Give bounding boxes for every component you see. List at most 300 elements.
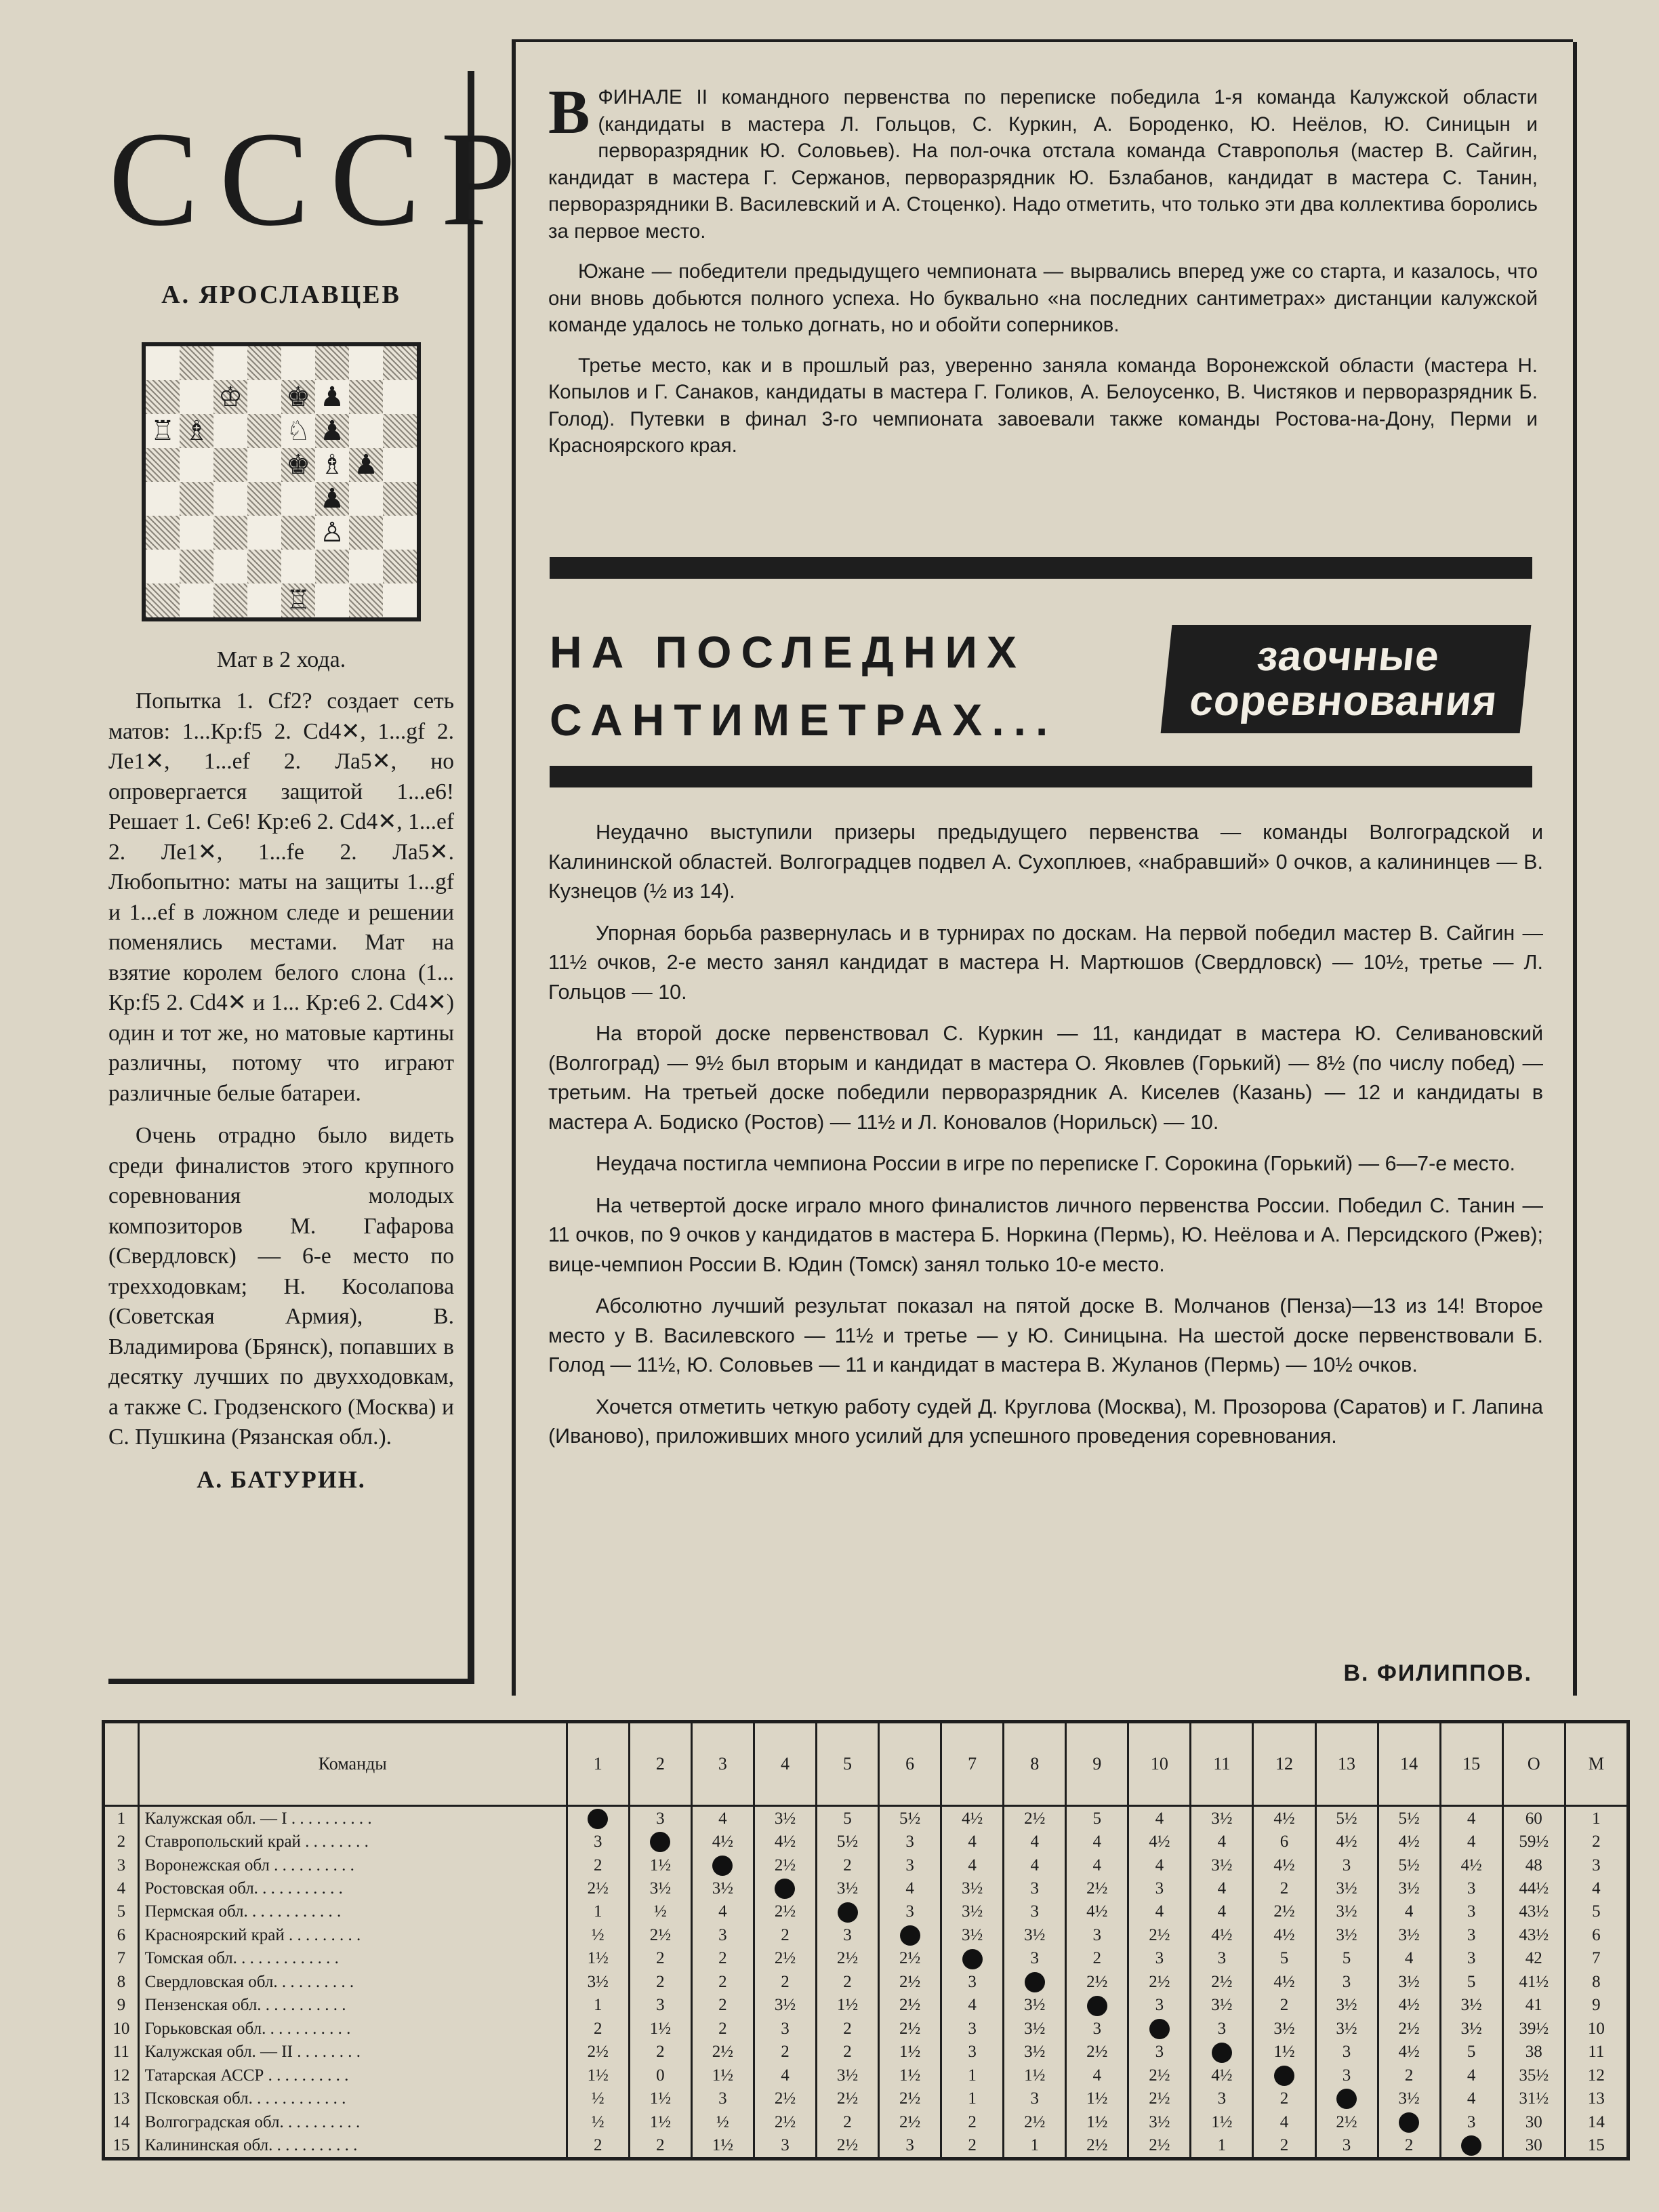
- score-cell: 4½: [1378, 1994, 1440, 2017]
- score-cell: 1: [567, 1994, 629, 2017]
- board-square: ♚: [281, 380, 315, 414]
- row-number: 6: [117, 1925, 126, 1944]
- score-cell: 2: [567, 2134, 629, 2158]
- board-square: [383, 583, 417, 617]
- score-cell: 1½: [567, 1947, 629, 1970]
- score-cell: 4: [1191, 1877, 1253, 1900]
- score-cell: 4½: [691, 1830, 754, 1853]
- score-cell: 43½: [1502, 1923, 1565, 1946]
- header-col: 1: [567, 1723, 629, 1806]
- intro-paragraph: Южане — победители предыдущего чемпионата — вырвались вперед уже со старта, и казалось, что они вновь добьются полного успеха. Но буквально «на последних сантиметрах» дистанции калужской команде удалось не только догнать, но и обойти соперников.: [548, 260, 1538, 336]
- score-cell: 3: [879, 2134, 941, 2158]
- score-cell: 3½: [1191, 1994, 1253, 2017]
- diagonal-cell: [941, 1947, 1004, 1970]
- header-col: М: [1565, 1723, 1626, 1806]
- rubric-line: соревнования: [1187, 678, 1500, 724]
- score-cell: 2: [629, 2041, 691, 2064]
- diagonal-cell: [1315, 2087, 1378, 2110]
- team-name: Воронежская обл . . . . . . . . . .: [138, 1853, 567, 1877]
- score-cell: 2: [691, 1947, 754, 1970]
- score-cell: 2½: [1004, 1806, 1066, 1830]
- score-cell: 2½: [1066, 1877, 1128, 1900]
- diagonal-dot-icon: [900, 1925, 920, 1946]
- board-square: [213, 583, 247, 617]
- board-square: [247, 550, 281, 583]
- score-cell: 2½: [1128, 2064, 1191, 2087]
- score-cell: 6: [1253, 1830, 1315, 1853]
- score-cell: 15: [1565, 2134, 1626, 2158]
- team-name: Пензенская обл. . . . . . . . . . .: [138, 1994, 567, 2017]
- row-number: 3: [117, 1856, 126, 1875]
- diagonal-cell: [691, 1853, 754, 1877]
- score-cell: 3: [754, 2017, 816, 2040]
- board-square: ♟: [315, 482, 349, 516]
- score-cell: 14: [1565, 2110, 1626, 2133]
- team-name: Волгоградская обл. . . . . . . . . .: [138, 2110, 567, 2133]
- score-cell: 3½: [629, 1877, 691, 1900]
- score-cell: 1½: [691, 2134, 754, 2158]
- score-cell: 4: [1066, 1830, 1128, 1853]
- board-square: [281, 482, 315, 516]
- score-cell: 3: [879, 1830, 941, 1853]
- frame-border: [1573, 42, 1577, 1696]
- score-cell: 2: [754, 1923, 816, 1946]
- row-number: 2: [117, 1832, 126, 1851]
- board-square: [180, 448, 213, 482]
- chess-problem-column: [108, 71, 537, 1684]
- score-cell: 1: [1004, 2134, 1066, 2158]
- score-cell: 2½: [1128, 2087, 1191, 2110]
- score-cell: 1½: [629, 2087, 691, 2110]
- table-row: [105, 1830, 1626, 1853]
- score-cell: 5½: [1378, 1806, 1440, 1830]
- board-square: [146, 346, 180, 380]
- score-cell: 4: [1191, 1830, 1253, 1853]
- score-cell: 3½: [1378, 1877, 1440, 1900]
- score-cell: 5½: [817, 1830, 879, 1853]
- score-cell: 4: [941, 1830, 1004, 1853]
- score-cell: 4½: [1191, 2064, 1253, 2087]
- score-cell: 2: [567, 1853, 629, 1877]
- score-cell: 4: [1253, 2110, 1315, 2133]
- diagonal-dot-icon: [1149, 2019, 1170, 2039]
- score-cell: 3: [1315, 1853, 1378, 1877]
- score-cell: 3: [629, 1806, 691, 1830]
- score-cell: 1: [1565, 1806, 1626, 1830]
- score-cell: 0: [629, 2064, 691, 2087]
- score-cell: 4½: [1253, 1970, 1315, 1993]
- score-cell: 3½: [817, 2064, 879, 2087]
- diagonal-cell: [1378, 2110, 1440, 2133]
- score-cell: 1½: [629, 2017, 691, 2040]
- score-cell: 3: [1315, 2064, 1378, 2087]
- board-square: ♗: [180, 414, 213, 448]
- table-row: [105, 2041, 1626, 2064]
- row-number: 8: [117, 1972, 126, 1991]
- board-square: ♟: [315, 414, 349, 448]
- results-table: [105, 1723, 1626, 2157]
- score-cell: 3: [1128, 2041, 1191, 2064]
- table-row: [105, 2087, 1626, 2110]
- score-cell: 41½: [1502, 1970, 1565, 1993]
- row-number: 4: [117, 1879, 126, 1898]
- score-cell: 9: [1565, 1994, 1626, 2017]
- problem-author: А. ЯРОСЛАВЦЕВ: [161, 281, 401, 309]
- diagonal-dot-icon: [1336, 2089, 1357, 2109]
- score-cell: 2: [1378, 2134, 1440, 2158]
- score-cell: 3½: [1191, 1853, 1253, 1877]
- score-cell: 44½: [1502, 1877, 1565, 1900]
- diagonal-cell: [817, 1900, 879, 1923]
- header-col: 4: [754, 1723, 816, 1806]
- score-cell: 2: [691, 1970, 754, 1993]
- intro-text: [548, 77, 1538, 473]
- board-square: [180, 482, 213, 516]
- score-cell: 2: [691, 1994, 754, 2017]
- diagonal-cell: [1440, 2134, 1502, 2158]
- score-cell: 4½: [1066, 1900, 1128, 1923]
- score-cell: 2: [754, 1970, 816, 1993]
- score-cell: 3½: [1128, 2110, 1191, 2133]
- board-square: [349, 380, 383, 414]
- score-cell: 3: [1440, 1923, 1502, 1946]
- diagonal-cell: [629, 1830, 691, 1853]
- row-number: 12: [112, 2066, 130, 2085]
- score-cell: 3: [1191, 2017, 1253, 2040]
- score-cell: 4: [1440, 2064, 1502, 2087]
- article-paragraph: Неудача постигла чемпиона России в игре по переписке Г. Сорокина (Горький) — 6—7-е место.: [596, 1152, 1515, 1175]
- board-square: [180, 346, 213, 380]
- table-row: [105, 2110, 1626, 2133]
- drop-cap: В: [548, 77, 590, 146]
- score-cell: 3½: [1315, 1994, 1378, 2017]
- score-cell: 4: [1004, 1830, 1066, 1853]
- score-cell: 2: [1066, 1947, 1128, 1970]
- diagonal-dot-icon: [1274, 2066, 1294, 2086]
- score-cell: 1½: [879, 2041, 941, 2064]
- score-cell: ½: [629, 1900, 691, 1923]
- score-cell: 2: [691, 2017, 754, 2040]
- header-col: 9: [1066, 1723, 1128, 1806]
- score-cell: 1½: [1253, 2041, 1315, 2064]
- team-name: Томская обл. . . . . . . . . . . . .: [138, 1947, 567, 1970]
- header-col: 8: [1004, 1723, 1066, 1806]
- score-cell: 1½: [817, 1994, 879, 2017]
- board-square: [383, 346, 417, 380]
- team-name: Калужская обл. — I . . . . . . . . . .: [138, 1806, 567, 1830]
- score-cell: 3½: [1378, 2087, 1440, 2110]
- score-cell: 2½: [1191, 1970, 1253, 1993]
- score-cell: 3: [754, 2134, 816, 2158]
- board-square: [213, 482, 247, 516]
- score-cell: 4½: [1253, 1806, 1315, 1830]
- header-col: 11: [1191, 1723, 1253, 1806]
- diagonal-dot-icon: [962, 1949, 983, 1969]
- headline-line: САНТИМЕТРАХ...: [550, 695, 1058, 745]
- score-cell: 3: [1191, 1947, 1253, 1970]
- score-cell: 4: [1066, 2064, 1128, 2087]
- score-cell: 3½: [1004, 1994, 1066, 2017]
- score-cell: 2½: [1004, 2110, 1066, 2133]
- score-cell: 2½: [879, 2087, 941, 2110]
- board-square: [349, 516, 383, 550]
- score-cell: 59½: [1502, 1830, 1565, 1853]
- score-cell: 4: [1378, 1947, 1440, 1970]
- header-col: 12: [1253, 1723, 1315, 1806]
- score-cell: 1: [567, 1900, 629, 1923]
- table-row: [105, 1994, 1626, 2017]
- diagonal-cell: [879, 1923, 941, 1946]
- score-cell: 5: [1565, 1900, 1626, 1923]
- score-cell: 4½: [754, 1830, 816, 1853]
- header-col: 2: [629, 1723, 691, 1806]
- score-cell: 2½: [1066, 1970, 1128, 1993]
- board-square: [180, 516, 213, 550]
- score-cell: 2: [941, 2110, 1004, 2133]
- board-square: [146, 550, 180, 583]
- table-row: [105, 2017, 1626, 2040]
- diagonal-dot-icon: [1212, 2043, 1232, 2063]
- score-cell: 2: [817, 1970, 879, 1993]
- team-name: Красноярский край . . . . . . . . .: [138, 1923, 567, 1946]
- score-cell: 3: [1191, 2087, 1253, 2110]
- table-row: [105, 1947, 1626, 1970]
- article-paragraph: Неудачно выступили призеры предыдущего первенства — команды Волгоградской и Калининской областей. Волгоградцев подвел А. Сухоплюев, «набравший» 0 очков, а калининцев — В. Кузнецов (½ из 14).: [548, 821, 1543, 903]
- article-headline: [550, 618, 1057, 754]
- score-cell: 3: [1004, 1900, 1066, 1923]
- section-title: СССР: [108, 104, 537, 254]
- score-cell: 4: [1128, 1853, 1191, 1877]
- row-number: 10: [112, 2019, 130, 2038]
- diagonal-cell: [567, 1806, 629, 1830]
- article-body: [548, 818, 1543, 1464]
- score-cell: 3½: [1191, 1806, 1253, 1830]
- score-cell: 35½: [1502, 2064, 1565, 2087]
- score-cell: 4: [1004, 1853, 1066, 1877]
- score-cell: 5: [1066, 1806, 1128, 1830]
- board-square: [146, 482, 180, 516]
- table-row: [105, 1900, 1626, 1923]
- table-row: [105, 1853, 1626, 1877]
- score-cell: 41: [1502, 1994, 1565, 2017]
- rubric-badge: [1161, 625, 1532, 733]
- score-cell: 31½: [1502, 2087, 1565, 2110]
- board-square: [146, 380, 180, 414]
- score-cell: 3: [567, 1830, 629, 1853]
- header-col: 3: [691, 1723, 754, 1806]
- score-cell: 4: [691, 1806, 754, 1830]
- board-square: [349, 482, 383, 516]
- score-cell: 1½: [629, 2110, 691, 2133]
- score-cell: 4½: [1440, 1853, 1502, 1877]
- article-paragraph: На четвертой доске играло много финалистов личного первенства России. Победил С. Танин — 11 очков, по 9 очков у кандидатов в мастера Б. Норкина (Пермь), Ю. Неёлова и А. Персидского (Ржев); вице-чемпион России В. Юдин (Томск) занял только 10-е место.: [548, 1193, 1543, 1276]
- board-square: [383, 448, 417, 482]
- header-col: 13: [1315, 1723, 1378, 1806]
- board-square: ♘: [286, 416, 310, 446]
- diagonal-dot-icon: [1025, 1972, 1045, 1992]
- score-cell: 2½: [754, 1947, 816, 1970]
- headline-line: НА ПОСЛЕДНИХ: [550, 627, 1026, 677]
- score-cell: 3½: [941, 1900, 1004, 1923]
- board-square: [247, 583, 281, 617]
- score-cell: 1: [941, 2064, 1004, 2087]
- diagonal-cell: [1004, 1970, 1066, 1993]
- score-cell: 3: [1128, 1947, 1191, 1970]
- score-cell: 3: [879, 1853, 941, 1877]
- score-cell: 2½: [879, 1994, 941, 2017]
- rubric-line: заочные: [1254, 633, 1442, 680]
- board-square: [180, 583, 213, 617]
- score-cell: 1½: [1066, 2087, 1128, 2110]
- header-col: 5: [817, 1723, 879, 1806]
- header-team: Команды: [138, 1723, 567, 1806]
- board-square: [247, 516, 281, 550]
- board-square: [180, 380, 213, 414]
- score-cell: 4½: [1191, 1923, 1253, 1946]
- board-square: [383, 414, 417, 448]
- score-cell: 2½: [817, 2087, 879, 2110]
- score-cell: 3: [1315, 2134, 1378, 2158]
- diagonal-dot-icon: [712, 1856, 733, 1876]
- score-cell: 2: [629, 1947, 691, 1970]
- solution-paragraph: Попытка 1. Cf2? создает сеть матов: 1...Кр:f5 2. Cd4✕, 1...gf 2. Ле1✕, 1...ef 2. Ла5✕, но опровергается защитой 1...е6! Решает 1. Се6! Кр:е6 2. Cd4✕, 1...ef 2. Ле1✕, 1...fe 2. Ла5✕. Любопытно: маты на защиты 1...gf и 1...ef в ложном следе и решении поменялись местами. Мат на взятие королем белого слона (1... Кр:f5 2. Cd4✕ и 1... Кр:е6 2. Cd4✕) один и тот же, но матовые картины различны, потому что играют различные белые батареи.: [108, 689, 454, 1106]
- score-cell: 3½: [1315, 1900, 1378, 1923]
- score-cell: ½: [567, 2087, 629, 2110]
- score-cell: 3: [1004, 1877, 1066, 1900]
- board-square: [349, 583, 383, 617]
- row-number: 1: [117, 1809, 126, 1828]
- row-number: 9: [117, 1996, 126, 2015]
- board-square: [315, 583, 349, 617]
- score-cell: 3: [691, 1923, 754, 1946]
- article-signature: В. ФИЛИППОВ.: [1343, 1660, 1532, 1686]
- header-col: 10: [1128, 1723, 1191, 1806]
- team-name: Ростовская обл. . . . . . . . . . .: [138, 1877, 567, 1900]
- score-cell: 2½: [754, 2087, 816, 2110]
- diagram-caption: Мат в 2 хода.: [216, 647, 346, 672]
- score-cell: 2½: [1315, 2110, 1378, 2133]
- score-cell: 1½: [879, 2064, 941, 2087]
- score-cell: 3½: [817, 1877, 879, 1900]
- score-cell: 3½: [1004, 1923, 1066, 1946]
- score-cell: 1½: [1066, 2110, 1128, 2133]
- score-cell: 3½: [1004, 2041, 1066, 2064]
- score-cell: 1½: [629, 1853, 691, 1877]
- score-cell: 4: [1440, 1830, 1502, 1853]
- score-cell: 10: [1565, 2017, 1626, 2040]
- board-square: ♙: [320, 518, 344, 548]
- score-cell: 4½: [1315, 1830, 1378, 1853]
- table-row: [105, 1923, 1626, 1946]
- score-cell: 4: [1565, 1877, 1626, 1900]
- table-header-row: [105, 1723, 1626, 1806]
- score-cell: 3½: [1315, 1923, 1378, 1946]
- score-cell: 2: [629, 2134, 691, 2158]
- board-square: [247, 482, 281, 516]
- solution-text: [108, 687, 454, 1453]
- score-cell: 60: [1502, 1806, 1565, 1830]
- score-cell: 8: [1565, 1970, 1626, 1993]
- score-cell: 3: [941, 2041, 1004, 2064]
- article-paragraph: Хочется отметить четкую работу судей Д. Круглова (Москва), М. Прозорова (Саратов) и Г. Лапина (Иваново), приложивших много усилий для успешного проведения соревнования.: [548, 1395, 1543, 1448]
- score-cell: 2: [629, 1970, 691, 1993]
- score-cell: 3: [1066, 2017, 1128, 2040]
- board-square: ♖: [281, 583, 315, 617]
- score-cell: 4: [1378, 1900, 1440, 1923]
- board-square: [349, 346, 383, 380]
- score-cell: 3: [1066, 1923, 1128, 1946]
- score-cell: 3: [1004, 2087, 1066, 2110]
- score-cell: 2½: [567, 2041, 629, 2064]
- score-cell: 2½: [629, 1923, 691, 1946]
- score-cell: 1½: [691, 2064, 754, 2087]
- score-cell: 4: [1440, 1806, 1502, 1830]
- article-frame: [512, 39, 1573, 1696]
- board-square: [146, 516, 180, 550]
- row-number: 13: [112, 2089, 130, 2108]
- score-cell: 11: [1565, 2041, 1626, 2064]
- score-cell: 3½: [1378, 1923, 1440, 1946]
- score-cell: 2½: [567, 1877, 629, 1900]
- score-cell: 2: [1253, 1994, 1315, 2017]
- score-cell: 2½: [754, 1853, 816, 1877]
- score-cell: 38: [1502, 2041, 1565, 2064]
- divider-bar: [550, 766, 1532, 787]
- score-cell: 2: [941, 2134, 1004, 2158]
- diagonal-dot-icon: [1087, 1996, 1107, 2016]
- intro-paragraph: Третье место, как и в прошлый раз, уверенно заняла команда Воронежской области (мастера Н. Копылов и Г. Санаков, кандидаты в мастера Г. Голиков, А. Белоусенко, В. Чистяков и перворазрядник Б. Голод). Путевки в финал 3-го чемпионата завоевали также команды Ростова-на-Дону, Перми и Красноярского края.: [548, 354, 1538, 457]
- score-cell: 4: [1128, 1806, 1191, 1830]
- results-table-frame: [102, 1720, 1630, 2160]
- score-cell: 3½: [691, 1877, 754, 1900]
- score-cell: 2: [817, 1853, 879, 1877]
- score-cell: 3½: [754, 1806, 816, 1830]
- score-cell: 3: [629, 1994, 691, 2017]
- diagonal-dot-icon: [650, 1832, 670, 1852]
- score-cell: ½: [567, 2110, 629, 2133]
- board-square: [383, 550, 417, 583]
- score-cell: 3: [1565, 1853, 1626, 1877]
- team-name: Псковская обл. . . . . . . . . . . .: [138, 2087, 567, 2110]
- score-cell: 2½: [1066, 2041, 1128, 2064]
- score-cell: 1: [1191, 2134, 1253, 2158]
- score-cell: 5½: [1378, 1853, 1440, 1877]
- score-cell: 4½: [1378, 1830, 1440, 1853]
- score-cell: 2½: [754, 1900, 816, 1923]
- score-cell: 4: [1128, 1900, 1191, 1923]
- board-square: [281, 516, 315, 550]
- header-index: [105, 1723, 138, 1806]
- board-square: [281, 550, 315, 583]
- team-name: Ставропольский край . . . . . . . .: [138, 1830, 567, 1853]
- score-cell: 3½: [1440, 1994, 1502, 2017]
- score-cell: 3½: [567, 1970, 629, 1993]
- score-cell: 4: [879, 1877, 941, 1900]
- score-cell: 5: [1253, 1947, 1315, 1970]
- chess-diagram: [142, 342, 421, 621]
- score-cell: 2½: [817, 1947, 879, 1970]
- row-number: 5: [117, 1902, 126, 1921]
- header-col: 14: [1378, 1723, 1440, 1806]
- board-square: [213, 550, 247, 583]
- score-cell: 4: [754, 2064, 816, 2087]
- table-row: [105, 1970, 1626, 1993]
- board-square: [247, 346, 281, 380]
- diagonal-dot-icon: [775, 1879, 795, 1899]
- header-col: О: [1502, 1723, 1565, 1806]
- score-cell: 2½: [1128, 1970, 1191, 1993]
- score-cell: 6: [1565, 1923, 1626, 1946]
